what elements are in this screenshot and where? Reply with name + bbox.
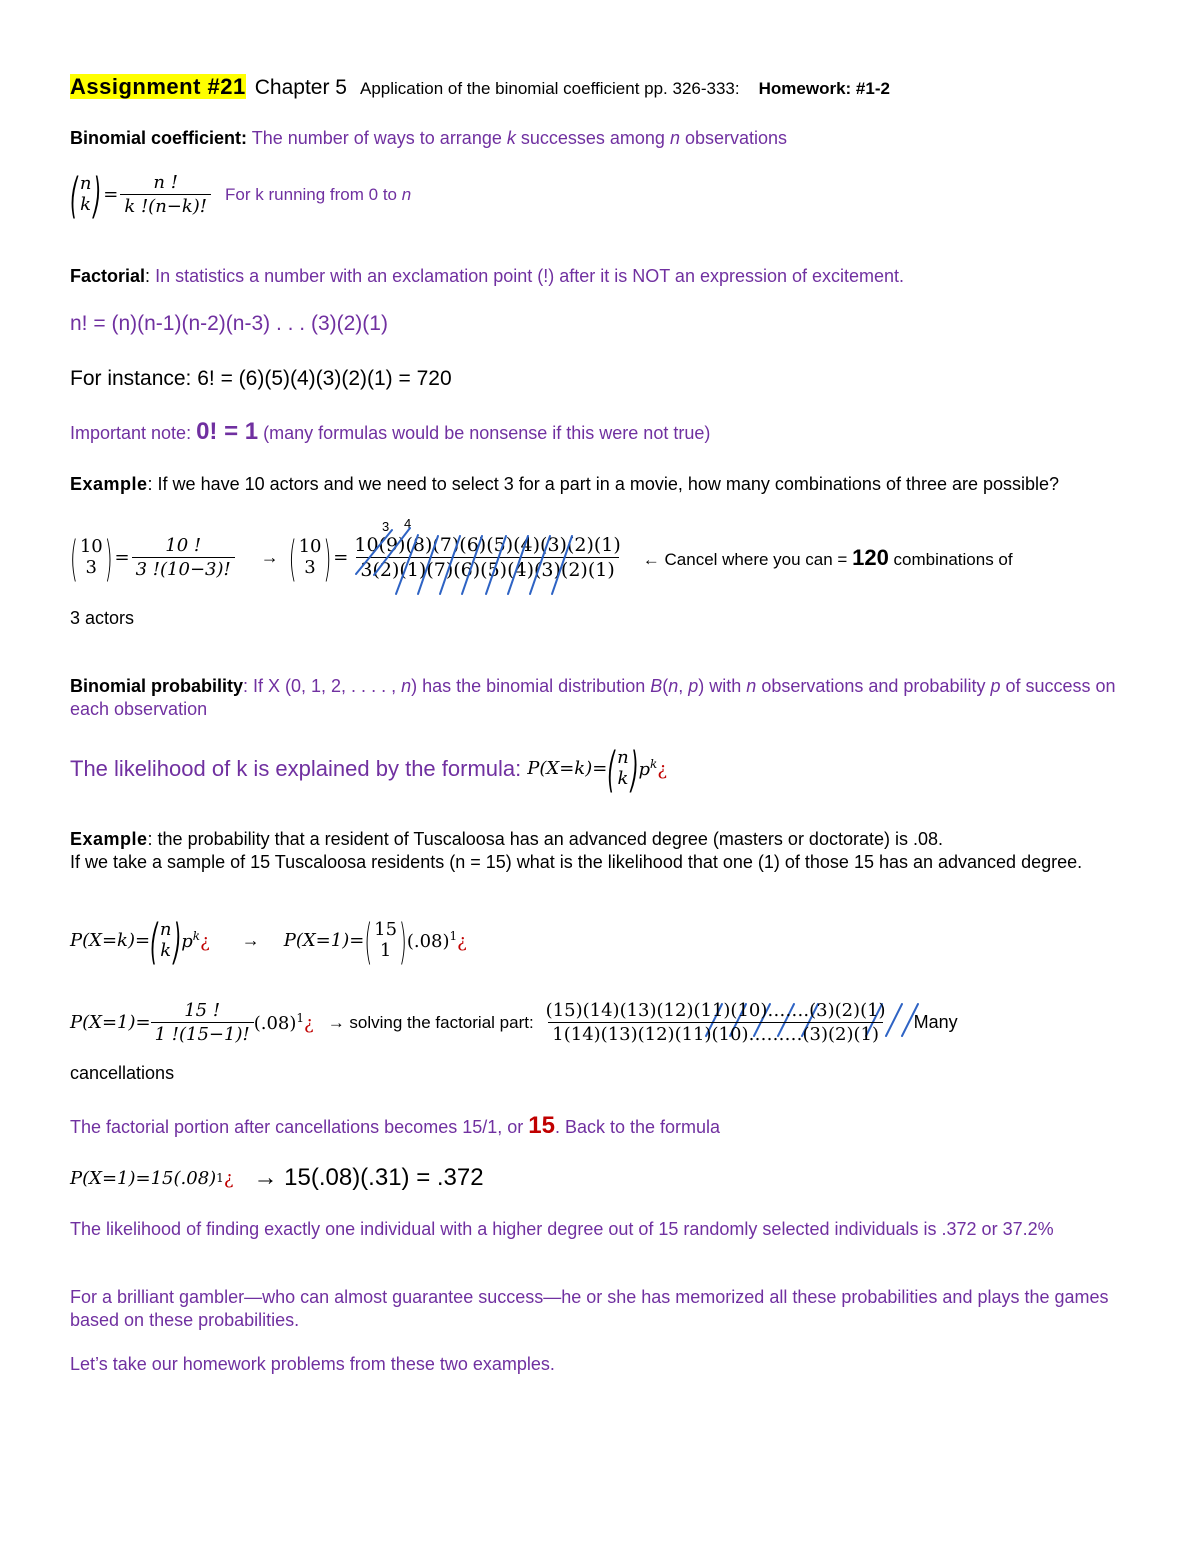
k-exponent: k — [650, 757, 658, 772]
after-text: The factorial portion after cancellations becomes 15/1, or — [70, 1117, 529, 1137]
binomial-probability-definition — [70, 675, 1130, 721]
formula-lhs: P(X=1)= — [70, 1012, 151, 1033]
binomial-coefficient-label: Binomial coefficient: — [70, 128, 248, 148]
definition-text: ) has the binomial distribution — [411, 676, 651, 696]
result-value: 120 — [852, 544, 889, 570]
factorial-text: In statistics a number with an exclamation point (!) after it is NOT an expression of excitement. — [155, 266, 905, 286]
conclusion: The likelihood of finding exactly one individual with a higher degree out of 15 randomly selected individuals is .372 or 37.2% — [70, 1219, 1054, 1239]
binom-bottom: 1 — [379, 939, 392, 961]
chapter-label: Chapter 5 — [254, 76, 347, 99]
cancellations-text: cancellations — [70, 1063, 175, 1083]
definition-text: : If X (0, 1, 2, . . . . , — [243, 676, 402, 696]
binom-bottom: 3 — [304, 556, 316, 578]
example-text: : If we have 10 actors and we need to select 3 for a part in a movie, how many combinations of three are possible? — [147, 474, 1060, 494]
annotation-3: 3 — [382, 519, 390, 534]
likelihood-text: The likelihood of k is explained by the formula: — [70, 755, 522, 781]
note-label: Important note: — [70, 423, 197, 443]
cancel-stroke — [374, 528, 410, 575]
example-text: If we take a sample of 15 Tuscaloosa residents (n = 15) what is the likelihood that one (1) of those 15 has an advanced degree. — [70, 852, 1083, 872]
definition-text: , — [678, 676, 689, 696]
cancel-stroke — [418, 536, 438, 594]
p-variable: p — [638, 759, 651, 781]
binomial-symbol: ( 15 1 ) — [364, 911, 407, 970]
definition-text: The number of ways to arrange — [251, 128, 507, 148]
inverted-question: ¿ — [657, 759, 667, 781]
annotation-4: 4 — [404, 516, 412, 531]
fraction-numerator: 10(9)(8)(7)(6)(5)(4)(3)(2)(1) — [354, 534, 621, 556]
fraction-numerator: 15 ! — [184, 1000, 221, 1021]
range-note: For k running from 0 to — [225, 184, 402, 204]
binom-top: 10 — [298, 535, 322, 557]
p-variable: p — [688, 676, 699, 696]
binomial-symbol: ( n k ) — [70, 165, 102, 224]
fraction-denominator: 3(2)(1)(7)(6)(5)(4)(3)(2)(1) — [356, 557, 618, 581]
definition-text: successes among — [515, 128, 670, 148]
definition-text: of success on each observation — [70, 676, 1116, 719]
factorial-label: Factorial — [70, 266, 146, 286]
homework-label: Homework: #1-2 — [758, 79, 890, 98]
binomial-probability-label: Binomial probability — [70, 676, 244, 696]
binom-top: 15 — [374, 919, 398, 940]
exponent: 1 — [449, 929, 458, 944]
cancel-stroke — [486, 536, 506, 594]
n-variable: n — [401, 676, 412, 696]
binom-top: 10 — [79, 535, 103, 557]
final-result: → 15(.08)(.31) = .372 — [253, 1164, 484, 1191]
cancel-stroke — [552, 536, 572, 594]
topic-label: Application of the binomial coefficient pp. 326-333: — [360, 79, 740, 98]
binomial-symbol: ( n k ) — [607, 739, 639, 798]
definition-text: observations — [679, 128, 788, 148]
example1-continuation: 3 actors — [70, 608, 135, 628]
binomial-symbol: ( n k ) — [150, 911, 182, 970]
assignment-title: Assignment #21 — [70, 74, 246, 99]
n-variable: n — [401, 184, 412, 204]
arrow-icon: → — [260, 547, 279, 567]
cancel-stroke — [508, 536, 528, 594]
solving-text: → solving the factorial part: — [327, 1012, 534, 1032]
cancel-stroke — [462, 536, 482, 594]
note-value: 0! = 1 — [196, 418, 259, 445]
result-tail: combinations of — [888, 549, 1013, 569]
factorial-general: n! = (n)(n-1)(n-2)(n-3) . . . (3)(2)(1) — [70, 312, 388, 335]
fraction-denominator: 1(14)(13)(12)(11)(10)………(3)(2)(1) — [548, 1022, 883, 1045]
fraction-denominator: 1 !(15−1)! — [151, 1022, 254, 1045]
factorial-fraction — [151, 1000, 254, 1045]
example-label: Example — [70, 474, 148, 494]
fraction-denominator: 3 !(10−3)! — [132, 557, 235, 580]
definition-text: ) with — [698, 676, 747, 696]
arrow-icon: → — [241, 930, 260, 951]
fraction-numerator: n ! — [153, 172, 178, 193]
gambler-note: For a brilliant gambler—who can almost guarantee success—he or she has memorized all these probabilities and plays the games based on these probabilities. — [70, 1287, 1109, 1330]
p-variable: p — [990, 676, 1001, 696]
cancel-text: ← Cancel where you can = — [642, 549, 853, 569]
formula-lhs: P(X=k)= — [527, 758, 608, 780]
likelihood-formula — [70, 739, 667, 798]
example-text: : the probability that a resident of Tuscaloosa has an advanced degree (masters or doctorate) is .08. — [147, 829, 944, 849]
n-variable: n — [669, 128, 680, 148]
cancel-stroke — [440, 536, 460, 594]
fraction-numerator: 10 ! — [165, 535, 202, 556]
formula-lhs: P(X=1)= — [283, 930, 365, 952]
closing-note: Let’s take our homework problems from these two examples. — [70, 1354, 555, 1374]
example2-text — [70, 828, 1130, 874]
k-variable: k — [506, 128, 516, 148]
fraction-denominator: k !(n−k)! — [120, 194, 211, 217]
colon: : — [145, 266, 151, 286]
p-value: (.08) — [406, 931, 450, 953]
cancel-stroke — [396, 535, 418, 594]
binomial-symbol: ( 10 3 ) — [70, 528, 113, 587]
example2-factorial: P(X=1)= $\frac{15 !}{1 !(15-1)!}$ $(.08)^1¿$ → solving the factorial part: $\frac{(15)(14)(13)(12)(11)(10)\dots\dots.(3)(2)(1)}{1(14)(13)(12)(11)(10)\dots\dots\dots(3)(2)(1)}$ Many — [70, 1000, 958, 1045]
many-text: Many — [913, 1012, 958, 1032]
final-equation: P(X=1)=15(.08) 1 ¿ → 15(.08)(.31) = .372 — [70, 1164, 484, 1191]
expanded-fraction — [542, 1000, 890, 1045]
binomial-symbol: ( 10 3 ) — [288, 528, 332, 587]
after-value: 15 — [528, 1112, 555, 1139]
cancel-stroke — [530, 536, 550, 594]
after-cancellation — [70, 1112, 720, 1140]
definition-text: observations and probability — [756, 676, 991, 696]
n-variable: n — [668, 676, 679, 696]
after-text: . Back to the formula — [554, 1117, 721, 1137]
definition-text: ( — [662, 676, 669, 696]
factorial-instance: For instance: 6! = (6)(5)(4)(3)(2)(1) = 720 — [70, 367, 452, 390]
cancel-stroke — [356, 530, 392, 574]
example1-equation: ( 10 3 ) = $\frac{10 !}{3 !(10-3)!}$ → ( 10 3 ) = $\frac{10(9)(8)(7)(6)(5)(4)(3)(2)(1)}{3(2)(1)(7)(6)(5)(4)(3)(2)(1)}$ ← Cancel where you can = 120 combinations of — [70, 528, 1013, 587]
formula-lhs: P(X=1)=15(.08) — [70, 1167, 217, 1189]
note-tail: (many formulas would be nonsense if this were not true) — [258, 423, 711, 443]
example-label: Example — [70, 829, 148, 849]
binom-bottom: 3 — [85, 556, 97, 578]
example2-equation: P(X=k)= ( n k ) $p^k¿$ → P(X=1)= ( 15 1 ) $(.08)^1¿$ — [70, 911, 467, 970]
formula-lhs: P(X=k)= — [70, 930, 151, 952]
n-variable: n — [746, 676, 757, 696]
fraction-numerator: (15)(14)(13)(12)(11)(10)…….(3)(2)(1) — [545, 1000, 886, 1021]
binomial-coefficient-formula: ( n k ) = $\frac{n !}{k !(n-k)!}$ For k running from 0 to n — [70, 165, 412, 224]
b-variable: B — [650, 676, 663, 696]
